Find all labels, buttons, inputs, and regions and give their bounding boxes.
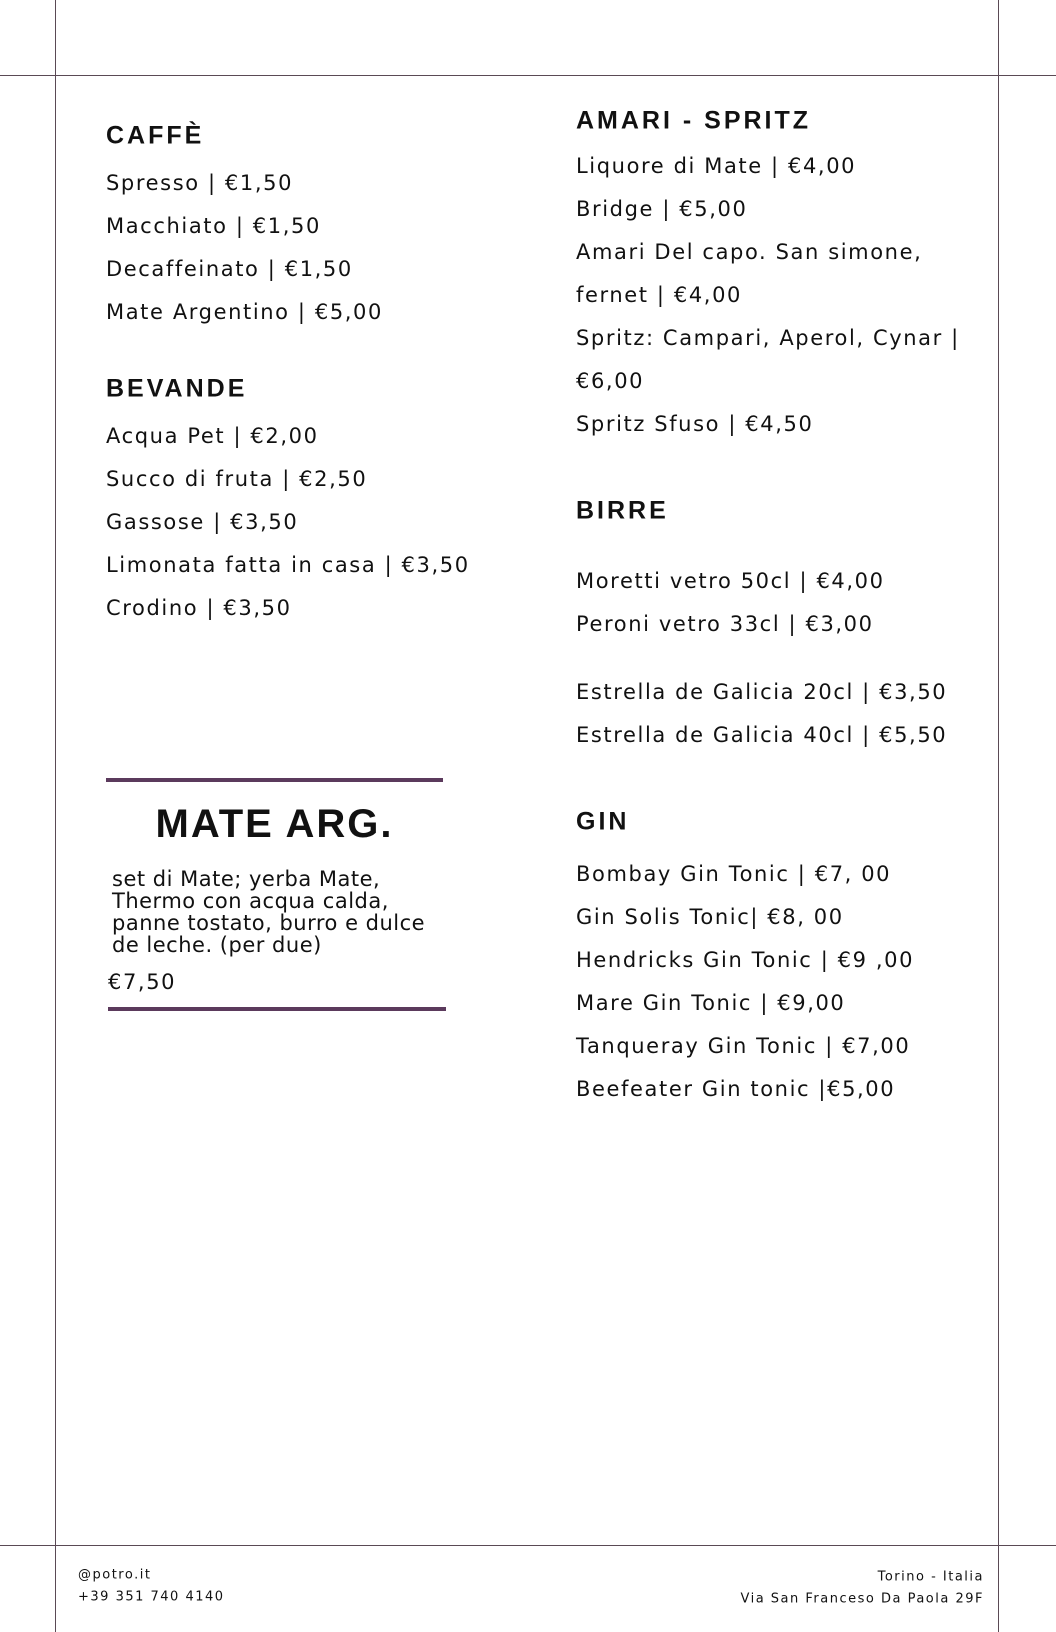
mate-top-divider bbox=[106, 778, 443, 782]
footer-instagram: @potro.it bbox=[78, 1567, 152, 1583]
top-border-line bbox=[0, 75, 1056, 76]
section-title-bevande: BEVANDE bbox=[106, 374, 248, 403]
right-border-line bbox=[998, 0, 999, 1632]
menu-item: Mate Argentino | €5,00 bbox=[106, 300, 383, 324]
menu-item: Moretti vetro 50cl | €4,00 bbox=[576, 569, 885, 593]
mate-description: set di Mate; yerba Mate, Thermo con acqua calda, panne tostato, burro e dulce de leche. (per due) bbox=[112, 867, 426, 957]
menu-item: Mare Gin Tonic | €9,00 bbox=[576, 991, 846, 1015]
menu-item: Spresso | €1,50 bbox=[106, 171, 294, 195]
menu-item: Peroni vetro 33cl | €3,00 bbox=[576, 612, 874, 636]
section-title-gin: GIN bbox=[576, 807, 630, 836]
mate-bottom-divider bbox=[108, 1007, 446, 1011]
section-title-amari: AMARI - SPRITZ bbox=[576, 106, 812, 135]
mate-title: MATE ARG. bbox=[155, 802, 394, 846]
menu-item: Amari Del capo. San simone, bbox=[576, 240, 923, 264]
menu-item: Bridge | €5,00 bbox=[576, 197, 748, 221]
mate-price: €7,50 bbox=[108, 970, 177, 994]
menu-item: fernet | €4,00 bbox=[576, 283, 742, 307]
menu-item: Tanqueray Gin Tonic | €7,00 bbox=[576, 1034, 911, 1058]
menu-item: Limonata fatta in casa | €3,50 bbox=[106, 553, 470, 577]
bottom-border-line bbox=[0, 1545, 1056, 1546]
menu-item: Decaffeinato | €1,50 bbox=[106, 257, 353, 281]
section-title-caffe: CAFFÈ bbox=[106, 121, 205, 150]
menu-item: Estrella de Galicia 20cl | €3,50 bbox=[576, 680, 948, 704]
left-border-line bbox=[55, 0, 56, 1632]
menu-item: Liquore di Mate | €4,00 bbox=[576, 154, 857, 178]
menu-item: Crodino | €3,50 bbox=[106, 596, 292, 620]
footer-phone: +39 351 740 4140 bbox=[78, 1589, 225, 1605]
menu-item: Hendricks Gin Tonic | €9 ,00 bbox=[576, 948, 915, 972]
footer-address: Via San Franceso Da Paola 29F bbox=[740, 1591, 984, 1607]
menu-item: Gin Solis Tonic| €8, 00 bbox=[576, 905, 844, 929]
menu-item: Spritz Sfuso | €4,50 bbox=[576, 412, 814, 436]
menu-item: Bombay Gin Tonic | €7, 00 bbox=[576, 862, 892, 886]
menu-item: Spritz: Campari, Aperol, Cynar | bbox=[576, 326, 960, 350]
menu-item: Gassose | €3,50 bbox=[106, 510, 299, 534]
section-title-birre: BIRRE bbox=[576, 496, 669, 525]
menu-item: Beefeater Gin tonic |€5,00 bbox=[576, 1077, 896, 1101]
menu-item: €6,00 bbox=[576, 369, 645, 393]
menu-item: Acqua Pet | €2,00 bbox=[106, 424, 319, 448]
menu-item: Macchiato | €1,50 bbox=[106, 214, 321, 238]
menu-item: Estrella de Galicia 40cl | €5,50 bbox=[576, 723, 948, 747]
menu-item: Succo di fruta | €2,50 bbox=[106, 467, 368, 491]
footer-city: Torino - Italia bbox=[877, 1569, 984, 1585]
